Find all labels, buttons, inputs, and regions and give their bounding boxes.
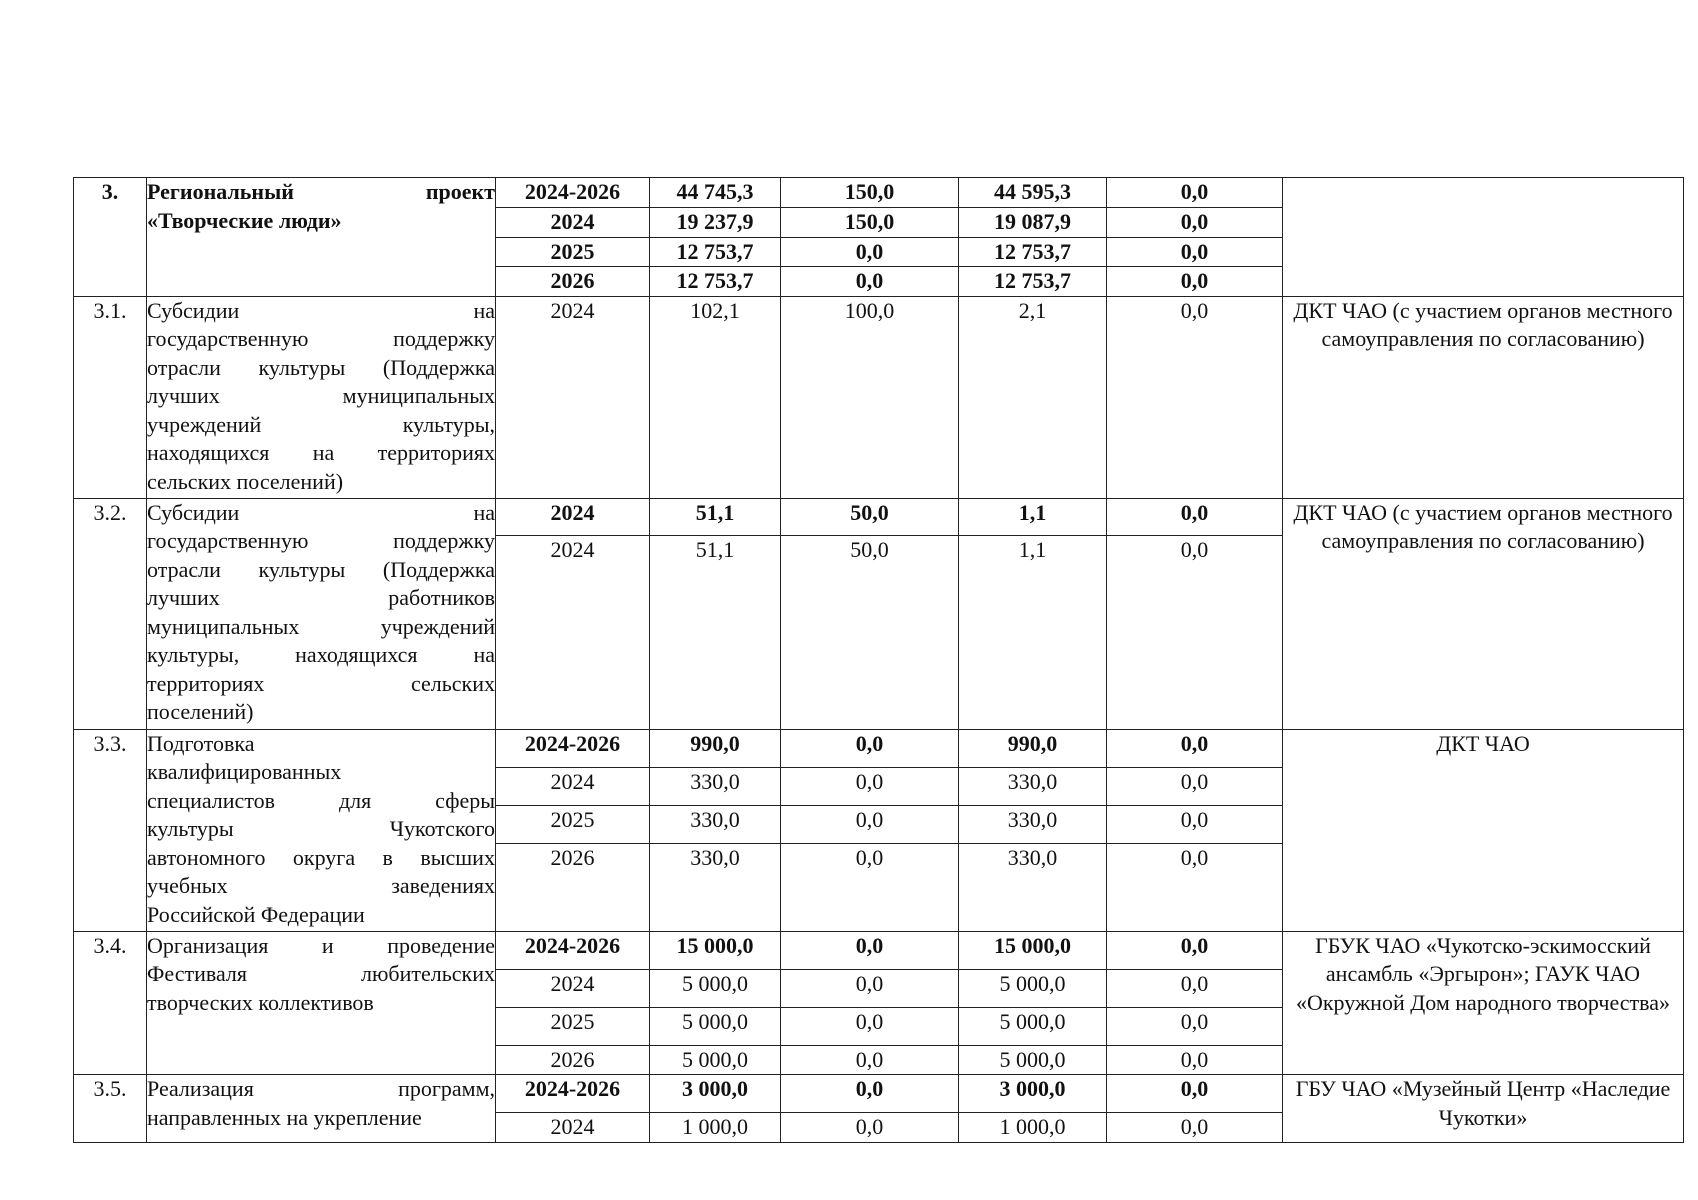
total-cell: 1 000,0 bbox=[650, 1113, 781, 1143]
regional-budget-cell: 5 000,0 bbox=[959, 1045, 1107, 1075]
activity-name-line bbox=[147, 584, 495, 613]
federal-budget-cell: 0,0 bbox=[781, 805, 959, 843]
activity-name-line: «Творческие люди» bbox=[147, 207, 342, 233]
row-number: 3.4. bbox=[74, 931, 147, 1075]
activity-name-line: квалифицированных bbox=[147, 759, 342, 784]
activity-name-word: культуры bbox=[258, 354, 346, 380]
period-cell: 2024 bbox=[496, 767, 650, 805]
federal-budget-cell: 50,0 bbox=[781, 535, 959, 729]
total-cell: 5 000,0 bbox=[650, 1007, 781, 1045]
other-sources-cell: 0,0 bbox=[1107, 1007, 1283, 1045]
activity-name-word: муниципальных bbox=[342, 383, 495, 408]
other-sources-cell: 0,0 bbox=[1107, 178, 1283, 208]
federal-budget-cell: 50,0 bbox=[781, 498, 959, 535]
activity-name-word: сферы bbox=[435, 787, 495, 813]
activity-name-line: сельских поселений) bbox=[147, 468, 344, 494]
federal-budget-cell: 0,0 bbox=[781, 1113, 959, 1143]
activity-name-word: проект bbox=[425, 179, 495, 204]
activity-name bbox=[147, 498, 496, 729]
activity-name-word: Фестиваля bbox=[147, 961, 247, 986]
table-row bbox=[74, 729, 1684, 767]
activity-name-line bbox=[147, 411, 495, 440]
activity-name-word: программ, bbox=[398, 1076, 495, 1101]
regional-budget-cell: 5 000,0 bbox=[959, 1007, 1107, 1045]
activity-name-word: Субсидии bbox=[147, 499, 240, 525]
federal-budget-cell: 0,0 bbox=[781, 969, 959, 1007]
activity-name bbox=[147, 1075, 496, 1143]
activity-name-word: Региональный bbox=[147, 179, 294, 204]
federal-budget-cell: 0,0 bbox=[781, 1007, 959, 1045]
federal-budget-cell: 0,0 bbox=[781, 1075, 959, 1113]
responsible-executor bbox=[1283, 178, 1684, 297]
regional-budget-cell: 330,0 bbox=[959, 767, 1107, 805]
regional-budget-cell: 330,0 bbox=[959, 843, 1107, 931]
row-number: 3.5. bbox=[74, 1075, 147, 1143]
activity-name-line: направленных на укрепление bbox=[147, 1104, 422, 1130]
federal-budget-cell: 0,0 bbox=[781, 767, 959, 805]
other-sources-cell: 0,0 bbox=[1107, 931, 1283, 969]
activity-name-line bbox=[147, 670, 495, 699]
total-cell: 330,0 bbox=[650, 843, 781, 931]
activity-name-word: Субсидии bbox=[147, 297, 240, 323]
regional-budget-cell: 5 000,0 bbox=[959, 969, 1107, 1007]
activity-name-word: (Поддержка bbox=[382, 556, 495, 582]
federal-budget-cell: 0,0 bbox=[781, 729, 959, 767]
period-cell: 2026 bbox=[496, 1045, 650, 1075]
activity-name-line bbox=[147, 325, 495, 354]
activity-name-word: (Поддержка bbox=[382, 354, 495, 380]
other-sources-cell: 0,0 bbox=[1107, 1075, 1283, 1113]
total-cell: 5 000,0 bbox=[650, 969, 781, 1007]
activity-name-word: отрасли bbox=[147, 354, 221, 380]
total-cell: 330,0 bbox=[650, 805, 781, 843]
activity-name-word: учебных bbox=[147, 873, 228, 898]
activity-name-line bbox=[147, 499, 495, 528]
regional-budget-cell: 15 000,0 bbox=[959, 931, 1107, 969]
period-cell: 2024 bbox=[496, 535, 650, 729]
federal-budget-cell: 0,0 bbox=[781, 237, 959, 267]
activity-name-line bbox=[147, 439, 495, 468]
period-cell: 2026 bbox=[496, 267, 650, 297]
period-cell: 2024-2026 bbox=[496, 178, 650, 208]
regional-budget-cell: 990,0 bbox=[959, 729, 1107, 767]
activity-name-word: работников bbox=[388, 585, 495, 610]
activity-name-word: заведениях bbox=[391, 873, 495, 898]
activity-name-line bbox=[147, 844, 495, 873]
regional-budget-cell: 1,1 bbox=[959, 535, 1107, 729]
total-cell: 12 753,7 bbox=[650, 237, 781, 267]
responsible-executor: ГБУ ЧАО «Музейный Центр «Наследие Чукотки» bbox=[1283, 1075, 1684, 1143]
total-cell: 5 000,0 bbox=[650, 1045, 781, 1075]
activity-name bbox=[147, 178, 496, 297]
period-cell: 2026 bbox=[496, 843, 650, 931]
activity-name-word: поддержку bbox=[393, 326, 495, 351]
period-cell: 2024-2026 bbox=[496, 729, 650, 767]
regional-budget-cell: 44 595,3 bbox=[959, 178, 1107, 208]
activity-name-line bbox=[147, 613, 495, 642]
other-sources-cell: 0,0 bbox=[1107, 767, 1283, 805]
activity-name-word: поддержку bbox=[393, 528, 495, 553]
activity-name-word: территориях bbox=[147, 670, 265, 696]
regional-budget-cell: 330,0 bbox=[959, 805, 1107, 843]
activity-name-word: высших bbox=[420, 844, 495, 870]
activity-name-word: округа bbox=[292, 844, 356, 870]
activity-name-word: любительских bbox=[361, 961, 495, 986]
period-cell: 2024 bbox=[496, 1113, 650, 1143]
activity-name-word: учреждений bbox=[380, 613, 495, 639]
activity-name-line bbox=[147, 382, 495, 411]
period-cell: 2024-2026 bbox=[496, 1075, 650, 1113]
other-sources-cell: 0,0 bbox=[1107, 969, 1283, 1007]
activity-name-line bbox=[147, 787, 495, 816]
activity-name-line bbox=[147, 932, 495, 961]
other-sources-cell: 0,0 bbox=[1107, 729, 1283, 767]
responsible-executor: ДКТ ЧАО bbox=[1283, 729, 1684, 931]
period-cell: 2024-2026 bbox=[496, 931, 650, 969]
activity-name-line: Подготовка bbox=[147, 730, 255, 756]
total-cell: 19 237,9 bbox=[650, 208, 781, 238]
other-sources-cell: 0,0 bbox=[1107, 498, 1283, 535]
total-cell: 12 753,7 bbox=[650, 267, 781, 297]
regional-budget-cell: 1,1 bbox=[959, 498, 1107, 535]
activity-name-line: Российской Федерации bbox=[147, 901, 365, 927]
activity-name-line bbox=[147, 1075, 495, 1104]
activity-name-word: находящихся bbox=[147, 440, 270, 465]
table-row bbox=[74, 931, 1684, 969]
activity-name-word: территориях bbox=[377, 440, 495, 465]
regional-budget-cell: 19 087,9 bbox=[959, 208, 1107, 238]
activity-name-word: специалистов bbox=[147, 787, 276, 813]
regional-budget-cell: 12 753,7 bbox=[959, 237, 1107, 267]
activity-name-word: и bbox=[321, 932, 334, 958]
activity-name-word: Организация bbox=[147, 932, 269, 958]
other-sources-cell: 0,0 bbox=[1107, 1045, 1283, 1075]
program-table bbox=[73, 177, 1684, 1143]
regional-budget-cell: 3 000,0 bbox=[959, 1075, 1107, 1113]
activity-name-word: учреждений bbox=[147, 411, 262, 437]
total-cell: 51,1 bbox=[650, 498, 781, 535]
activity-name-line bbox=[147, 527, 495, 556]
activity-name-word: автономного bbox=[147, 844, 266, 870]
activity-name-word: на bbox=[473, 297, 495, 323]
regional-budget-cell: 2,1 bbox=[959, 296, 1107, 498]
period-cell: 2024 bbox=[496, 208, 650, 238]
activity-name-word: культуры, bbox=[147, 642, 240, 667]
activity-name-line bbox=[147, 641, 495, 670]
activity-name-word: для bbox=[338, 787, 372, 813]
other-sources-cell: 0,0 bbox=[1107, 296, 1283, 498]
table-row bbox=[74, 498, 1684, 535]
activity-name-word: в bbox=[382, 844, 393, 870]
activity-name-word: отрасли bbox=[147, 556, 221, 582]
period-cell: 2025 bbox=[496, 237, 650, 267]
row-number: 3.3. bbox=[74, 729, 147, 931]
activity-name-word: на bbox=[473, 499, 495, 525]
activity-name-word: государственную bbox=[147, 528, 309, 553]
other-sources-cell: 0,0 bbox=[1107, 267, 1283, 297]
total-cell: 44 745,3 bbox=[650, 178, 781, 208]
activity-name-line bbox=[147, 872, 495, 901]
federal-budget-cell: 150,0 bbox=[781, 208, 959, 238]
other-sources-cell: 0,0 bbox=[1107, 208, 1283, 238]
total-cell: 3 000,0 bbox=[650, 1075, 781, 1113]
activity-name-line bbox=[147, 297, 495, 326]
regional-budget-cell: 12 753,7 bbox=[959, 267, 1107, 297]
table-row bbox=[74, 296, 1684, 498]
federal-budget-cell: 150,0 bbox=[781, 178, 959, 208]
activity-name-word: культуры, bbox=[402, 411, 495, 437]
activity-name-line: творческих коллективов bbox=[147, 989, 374, 1015]
activity-name-word: проведение bbox=[387, 932, 495, 958]
period-cell: 2024 bbox=[496, 969, 650, 1007]
period-cell: 2025 bbox=[496, 1007, 650, 1045]
activity-name bbox=[147, 296, 496, 498]
total-cell: 102,1 bbox=[650, 296, 781, 498]
activity-name-word: Реализация bbox=[147, 1076, 254, 1101]
activity-name-word: культуры bbox=[258, 556, 346, 582]
table-row bbox=[74, 178, 1684, 208]
federal-budget-cell: 0,0 bbox=[781, 1045, 959, 1075]
activity-name-line bbox=[147, 815, 495, 844]
activity-name-line bbox=[147, 178, 495, 207]
other-sources-cell: 0,0 bbox=[1107, 535, 1283, 729]
federal-budget-cell: 0,0 bbox=[781, 267, 959, 297]
activity-name-line bbox=[147, 556, 495, 585]
activity-name-line bbox=[147, 354, 495, 383]
responsible-executor: ДКТ ЧАО (с участием органов местного самоуправления по согласованию) bbox=[1283, 498, 1684, 729]
row-number: 3.2. bbox=[74, 498, 147, 729]
other-sources-cell: 0,0 bbox=[1107, 805, 1283, 843]
total-cell: 15 000,0 bbox=[650, 931, 781, 969]
activity-name-word: сельских bbox=[410, 670, 495, 696]
activity-name-word: культуры bbox=[147, 816, 234, 841]
activity-name-word: государственную bbox=[147, 326, 309, 351]
row-number: 3. bbox=[74, 178, 147, 297]
row-number: 3.1. bbox=[74, 296, 147, 498]
activity-name-word: на bbox=[473, 642, 495, 667]
period-cell: 2024 bbox=[496, 498, 650, 535]
activity-name-line bbox=[147, 960, 495, 989]
responsible-executor: ГБУК ЧАО «Чукотско-эскимосский ансамбль «Эргырон»; ГАУК ЧАО «Окружной Дом народного творчества» bbox=[1283, 931, 1684, 1075]
period-cell: 2024 bbox=[496, 296, 650, 498]
activity-name-word: муниципальных bbox=[147, 613, 300, 639]
activity-name-word: на bbox=[312, 440, 335, 465]
activity-name bbox=[147, 729, 496, 931]
other-sources-cell: 0,0 bbox=[1107, 1113, 1283, 1143]
total-cell: 330,0 bbox=[650, 767, 781, 805]
period-cell: 2025 bbox=[496, 805, 650, 843]
activity-name-line: поселений) bbox=[147, 699, 254, 724]
responsible-executor: ДКТ ЧАО (с участием органов местного самоуправления по согласованию) bbox=[1283, 296, 1684, 498]
activity-name-word: Чукотского bbox=[389, 816, 495, 841]
total-cell: 51,1 bbox=[650, 535, 781, 729]
activity-name bbox=[147, 931, 496, 1075]
activity-name-word: находящихся bbox=[295, 642, 418, 667]
federal-budget-cell: 0,0 bbox=[781, 843, 959, 931]
activity-name-word: лучших bbox=[147, 383, 220, 408]
regional-budget-cell: 1 000,0 bbox=[959, 1113, 1107, 1143]
federal-budget-cell: 100,0 bbox=[781, 296, 959, 498]
activity-name-word: лучших bbox=[147, 585, 220, 610]
other-sources-cell: 0,0 bbox=[1107, 843, 1283, 931]
other-sources-cell: 0,0 bbox=[1107, 237, 1283, 267]
table-row bbox=[74, 1075, 1684, 1113]
total-cell: 990,0 bbox=[650, 729, 781, 767]
federal-budget-cell: 0,0 bbox=[781, 931, 959, 969]
